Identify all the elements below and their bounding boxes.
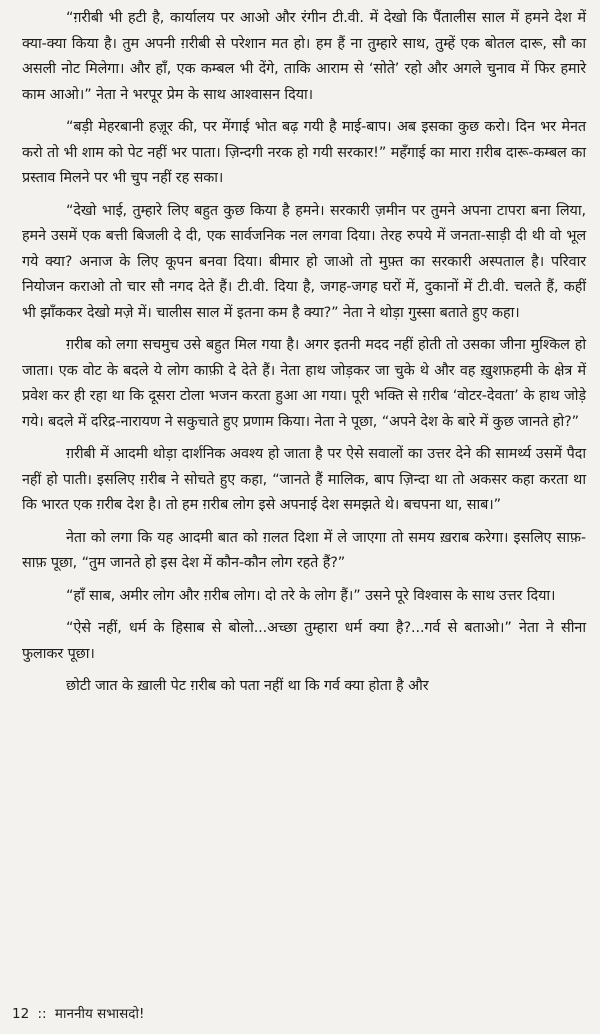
book-title: माननीय सभासदो! bbox=[54, 1006, 145, 1022]
paragraph-5: ग़रीबी में आदमी थोड़ा दार्शनिक अवश्य हो जाता है पर ऐसे सवालों का उत्तर देने की सामर्थ्य उसमें पैदा नहीं हो पाती। इसलिए ग़रीब ने सोचते हुए कहा, “जानते हैं मालिक, बाप ज़िन्दा था तो अकसर कहा करता था कि भारत एक ग़रीब देश है। तो हम ग़रीब लोग इसे अपनाई देश समझते थे। बचपना था, साब।” bbox=[22, 446, 586, 513]
footer-separator: :: bbox=[37, 1006, 47, 1022]
body-text bbox=[22, 6, 586, 700]
paragraph-9: छोटी जात के ख़ाली पेट ग़रीब को पता नहीं था कि गर्व क्या होता है और bbox=[66, 678, 429, 694]
paragraph-1: “ग़रीबी भी हटी है, कार्यालय पर आओ और रंगीन टी.वी. में देखो कि पैंतालीस साल में हमने देश में क्या-क्या किया है। तुम अपनी ग़रीबी से परेशान मत हो। हम हैं ना तुम्हारे साथ, तुम्हें एक बोतल दारू, सौ का असली नोट मिलेगा। और हाँ, एक कम्बल भी देंगे, ताकि आराम से ‘सोते’ रहो और अगले चुनाव में फिर हमारे काम आओ।” नेता ने भरपूर प्रेम के साथ आश्वासन दिया। bbox=[22, 10, 586, 103]
page-number: 12 bbox=[12, 1006, 30, 1022]
paragraph-7: “हाँ साब, अमीर लोग और ग़रीब लोग। दो तरे के लोग हैं।” उसने पूरे विश्वास के साथ उत्तर दिया। bbox=[66, 587, 556, 604]
paragraph-4: ग़रीब को लगा सचमुच उसे बहुत मिल गया है। अगर इतनी मदद नहीं होती तो उसका जीना मुश्किल हो जाता। एक वोट के बदले ये लोग काफ़ी दे देते हैं। नेता हाथ जोड़कर जा चुके थे और वह ख़ुशफ़हमी के क्षेत्र में प्रवेश कर ही रहा था कि दूसरा टोला भजन करता हुआ आ गया। पूरी भक्ति से ग़रीब ‘वोटर-देवता’ के हाथ जोड़े गये। बदले में दरिद्र-नारायण ने सकुचाते हुए प्रणाम किया। नेता ने पूछा, “अपने देश के बारे में कुछ जानते हो?” bbox=[22, 337, 586, 430]
paragraph-6: नेता को लगा कि यह आदमी बात को ग़लत दिशा में ले जाएगा तो समय ख़राब करेगा। इसलिए साफ़-साफ़ पूछा, “तुम जानते हो इस देश में कौन-कौन लोग रहते हैं?” bbox=[22, 529, 586, 571]
paragraph-8: “ऐसे नहीं, धर्म के हिसाब से बोलो...अच्छा तुम्हारा धर्म क्या है?...गर्व से बताओ।” नेता ने सीना फुलाकर पूछा। bbox=[22, 620, 586, 662]
paragraph-2: “बड़ी मेहरबानी हज़ूर की, पर मेंगाई भोत बढ़ गयी है माई-बाप। अब इसका कुछ करो। दिन भर मेनत करो तो भी शाम को पेट नहीं भर पाता। ज़िन्दगी नरक हो गयी सरकार!” महँगाई का मारा ग़रीब दारू-कम्बल का प्रस्ताव मिलने पर भी चुप नहीं रह सका। bbox=[22, 119, 586, 186]
paragraph-3: “देखो भाई, तुम्हारे लिए बहुत कुछ किया है हमने। सरकारी ज़मीन पर तुमने अपना टापरा बना लिया, हमने उसमें एक बत्ती बिजली दे दी, एक सार्वजनिक नल लगवा दिया। तेरह रुपये में जनता-साड़ी दी थी वो भूल गये क्या? अनाज के लिए कूपन बनवा दिया। बीमार हो जाओ तो मुफ़्त का सरकारी अस्पताल है। परिवार नियोजन कराओ तो चार सौ नगद देते हैं। टी.वी. दिया है, जगह-जगह घरों में, दुकानों में टी.वी. चलते हैं, कहीं भी झाँककर देखो मज़े में। चालीस साल में इतना कम है क्या?” नेता ने थोड़ा गुस्सा बताते हुए कहा। bbox=[22, 202, 586, 321]
page-footer bbox=[12, 1004, 144, 1022]
